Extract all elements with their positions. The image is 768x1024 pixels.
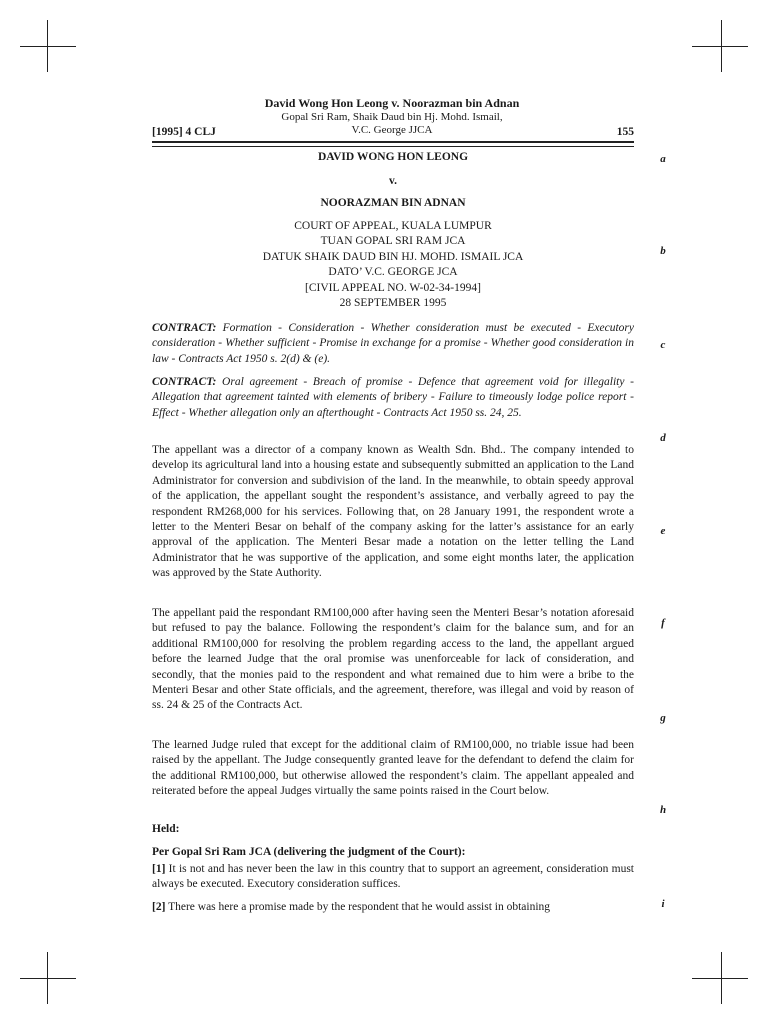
holding-text: It is not and has never been the law in this country that to support an agreement, consideration must always be executed. Executory consideration suffices. [152, 863, 634, 891]
headnote-paragraph: The appellant was a director of a company known as Wealth Sdn. Bhd.. The company intended to develop its agricultural land into a housing estate and subsequently submitted an application to the Land Administrator for conversion and subdivision of the land. In the meanwhile, to obtain speedy approval of the application, the appellant sought the respondent’s assistance, and verbally agreed to pay the respondent RM268,000 for his services. Following that, on 28 January 1991, the respondent wrote a letter to the Menteri Besar on behalf of the company asking for the latter’s assistance for an early approval of the application. The Menteri Besar made a notation on the letter telling the Land Administrator that he was supportive of the application, and some eight months later, the application was approved by the State Authority. [152, 444, 634, 580]
held-heading: Held: [152, 823, 180, 835]
running-header-title: David Wong Hon Leong v. Noorazman bin Adnan [264, 96, 520, 110]
margin-letter: g [660, 712, 666, 724]
judge-name: DATO’ V.C. GEORGE JCA [328, 266, 458, 278]
margin-letter: c [660, 339, 666, 351]
holding-paragraph [152, 900, 634, 915]
holding-paragraph [152, 862, 634, 893]
header-rule-top [152, 141, 634, 143]
judgment-date: 28 SEPTEMBER 1995 [339, 297, 447, 309]
catchword-text: Formation - Consideration - Whether consideration must be executed - Executory consideration - Whether sufficient - Promise in exchange for a promise - Whether good consideration in law - Contracts Act 1950 s. 2(d) & (e). [152, 322, 634, 365]
headnote-paragraph: The learned Judge ruled that except for the additional claim of RM100,000, no triable issue had been raised by the appellant. The Judge consequently granted leave for the defendant to defend the claim for the additional RM100,000, but otherwise allowed the respondent’s claim. The appellant appealed and reiterated before the appeal Judges virtually the same points raised in the Court below. [152, 739, 634, 798]
margin-letter: i [661, 898, 665, 910]
margin-letter: f [661, 617, 665, 629]
crop-mark [721, 20, 722, 72]
judges-line-2: V.C. George JJCA [351, 124, 433, 136]
crop-mark [20, 46, 76, 47]
judges-line-1: Gopal Sri Ram, Shaik Daud bin Hj. Mohd. Ismail, [281, 111, 503, 123]
catchword-lead: CONTRACT: [152, 322, 217, 334]
per-judge-line: Per Gopal Sri Ram JCA (delivering the judgment of the Court): [152, 846, 466, 858]
crop-mark [692, 46, 748, 47]
court-name: COURT OF APPEAL, KUALA LUMPUR [294, 220, 492, 232]
running-header-judges [240, 111, 544, 137]
margin-letter: h [659, 804, 667, 816]
crop-mark [721, 952, 722, 1004]
catchword-paragraph [152, 375, 634, 421]
margin-letter: a [660, 153, 666, 165]
holding-number: [1] [152, 863, 166, 875]
headnote-paragraph: The appellant paid the respondant RM100,000 after having seen the Menteri Besar’s notation aforesaid but refused to pay the balance. Following the respondent’s claim for the balance sum, and for an additional RM100,000 for resolving the problem regarding access to the land, the appellant argued before the learned Judge that the oral promise was unenforceable for lack of consideration, and secondly, that the monies paid to the respondent and what remained due to him were a bribe to the Menteri Besar and other State officials, and the agreement, therefore, was illegal and void by reason of ss. 24 & 25 of the Contracts Act. [152, 607, 634, 712]
judge-name: TUAN GOPAL SRI RAM JCA [320, 235, 466, 247]
party-plaintiff: DAVID WONG HON LEONG [317, 151, 469, 163]
party-defendant: NOORAZMAN BIN ADNAN [320, 197, 466, 209]
holding-number: [2] [152, 901, 166, 913]
header-rule-bottom [152, 146, 634, 147]
crop-mark [20, 978, 76, 979]
catchword-text: Oral agreement - Breach of promise - Defence that agreement void for illegality - Allegation that agreement tainted with elements of bribery - Failure to timeously lodge police report - Effect - Whether allegation only an afterthought - Contracts Act 1950 ss. 24, 25. [152, 376, 634, 419]
catchword-paragraph [152, 321, 634, 367]
judge-name: DATUK SHAIK DAUD BIN HJ. MOHD. ISMAIL JCA [262, 251, 524, 263]
appeal-number: [CIVIL APPEAL NO. W-02-34-1994] [305, 282, 481, 294]
crop-mark [692, 978, 748, 979]
crop-mark [47, 20, 48, 72]
catchword-lead: CONTRACT: [152, 376, 217, 388]
holding-text: There was here a promise made by the respondent that he would assist in obtaining [165, 901, 551, 913]
versus: v. [389, 175, 397, 187]
citation: [1995] 4 CLJ [152, 126, 216, 138]
page-number: 155 [616, 126, 634, 138]
crop-mark [47, 952, 48, 1004]
margin-letter: d [660, 432, 666, 444]
margin-letter: b [660, 245, 666, 257]
margin-letter: e [660, 525, 666, 537]
